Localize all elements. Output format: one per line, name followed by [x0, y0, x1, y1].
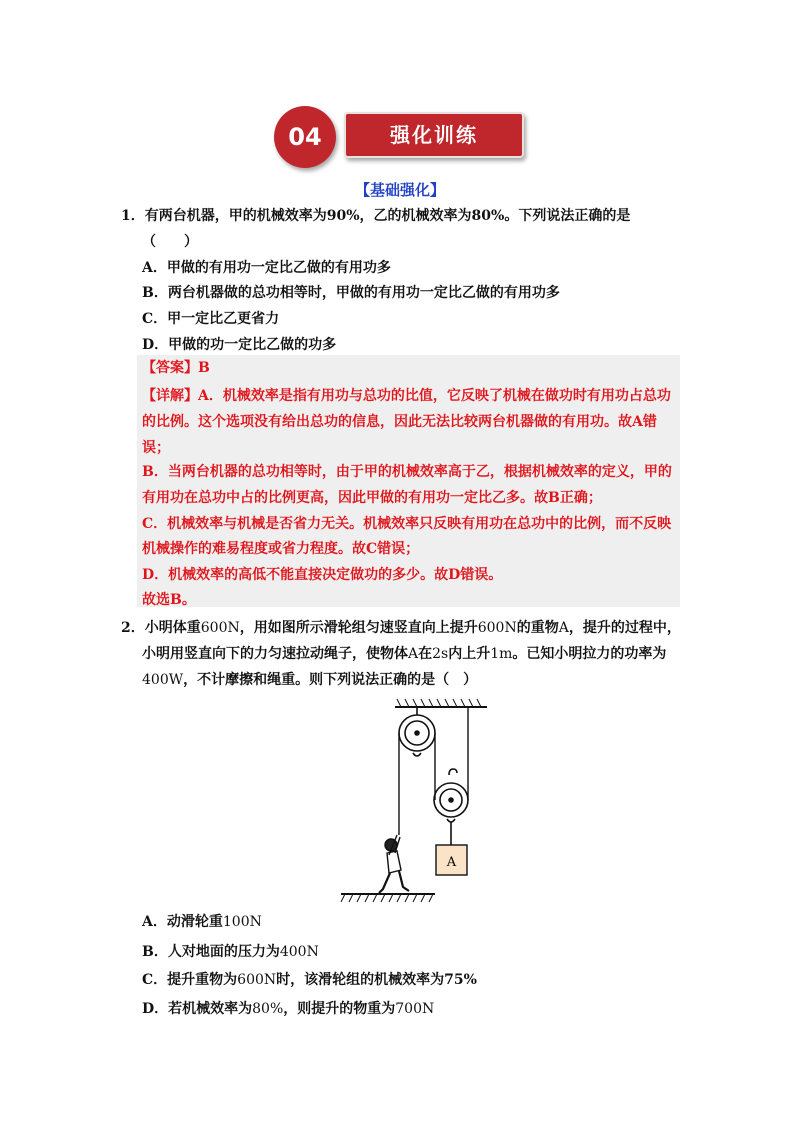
q1-analysis-line: B．当两台机器的总功相等时，由于甲的机械效率高于乙，根据机械效率的定义，甲的: [142, 464, 672, 480]
q1-analysis-line: C．机械效率与机械是否省力无关。机械效率只反映有用功在总功中的比例，而不反映: [142, 516, 672, 532]
q2-stem-line3: [142, 670, 477, 690]
q1-analysis-line: 的比例。这个选项没有给出总功的信息，因此无法比较两台机器做的有用功。故A错: [142, 414, 657, 430]
q1-number: 1．: [121, 208, 145, 224]
q2-text: 小明用竖直向下的力匀速拉动绳子，使物体: [142, 646, 408, 662]
section-header-badge: [270, 104, 525, 168]
q2-value: 2s: [432, 646, 449, 662]
fixed-pulley: [399, 707, 435, 756]
q2-option-text: 时，该滑轮组的机械效率为75%: [276, 972, 477, 988]
header-title-bar: [344, 112, 524, 158]
q2-value: A: [558, 620, 569, 636]
q2-text: ，用如图所示滑轮组匀速竖直向上提升: [239, 620, 478, 636]
ceiling: [395, 699, 487, 707]
header-number: 04: [288, 123, 322, 151]
q1-analysis-line: D．机械效率的高低不能直接决定做功的多少。故D错误。: [142, 567, 503, 583]
q2-option-value: 600N: [237, 972, 277, 988]
q2-option-text: B．人对地面的压力为: [142, 944, 280, 960]
q2-number: 2．: [121, 620, 145, 636]
q1-analysis-line: 有用功在总功中占的比例更高，因此甲做的有用功一定比乙多。故B正确；: [142, 490, 602, 506]
q2-option-text: C．提升重物为: [142, 972, 238, 988]
ground: [341, 894, 435, 902]
q2-option-d: [142, 999, 434, 1019]
q2-text: 在: [418, 646, 433, 662]
q1-paren: （ ）: [142, 234, 198, 250]
q2-value: 400W: [142, 672, 184, 688]
q2-option-text: A．动滑轮重: [142, 914, 223, 930]
q2-option-b: [142, 942, 319, 962]
q2-stem-line1: [121, 618, 681, 638]
header-number-circle: [274, 106, 336, 168]
q2-value: 600N: [200, 620, 240, 636]
header-title: 强化训练: [390, 123, 478, 147]
q1-answer: 【答案】B: [142, 360, 210, 376]
q1-analysis-line: 【详解】A．机械效率是指有用功与总功的比值，它反映了机械在做功时有用功占总功: [142, 388, 671, 404]
q1-analysis-line: 故选B。: [142, 592, 196, 608]
q2-stem-line2: [142, 644, 666, 664]
q1-option-a: A．甲做的有用功一定比乙做的有用功多: [142, 260, 391, 276]
q2-value: 1m: [490, 646, 513, 662]
weight-label: A: [446, 855, 457, 870]
section-title: 【基础强化】: [354, 181, 445, 199]
q2-option-text: ，则提升的物重为: [283, 1001, 396, 1017]
q2-option-value: 700N: [395, 1001, 435, 1017]
q1-option-b: B．两台机器做的总功相等时，甲做的有用功一定比乙做的有用功多: [142, 285, 560, 301]
q2-text: ，提升的过程中，: [568, 620, 681, 636]
q2-text: 的重物: [516, 620, 559, 636]
q1-option-c: C．甲一定比乙更省力: [142, 311, 280, 327]
q2-option-value: 100N: [222, 914, 262, 930]
q2-text: 。已知小明拉力的功率为: [512, 646, 667, 662]
q2-text: 内上升: [448, 646, 491, 662]
person-figure: [379, 835, 409, 893]
movable-pulley: [434, 769, 468, 845]
q2-option-c: [142, 970, 477, 990]
q1-analysis-line: 机械操作的难易程度或省力程度。故C错误；: [142, 541, 420, 557]
q2-option-value: 400N: [279, 944, 319, 960]
q1-analysis-line: 误；: [142, 440, 170, 456]
q2-value: 600N: [477, 620, 517, 636]
q1-stem-text: 有两台机器，甲的机械效率为90%，乙的机械效率为80%。下列说法正确的是: [144, 208, 631, 224]
q2-option-value: 80%: [252, 1001, 284, 1017]
q2-option-a: [142, 912, 262, 932]
q1-option-d: D．甲做的功一定比乙做的功多: [142, 337, 337, 353]
q2-text: ，不计摩擦和绳重。则下列说法正确的是（ ）: [183, 672, 478, 688]
q2-text: 小明体重: [144, 620, 201, 636]
pulley-figure: [335, 695, 495, 907]
q2-option-text: D．若机械效率为: [142, 1001, 253, 1017]
q1-stem: [121, 206, 630, 226]
q2-value: A: [408, 646, 419, 662]
